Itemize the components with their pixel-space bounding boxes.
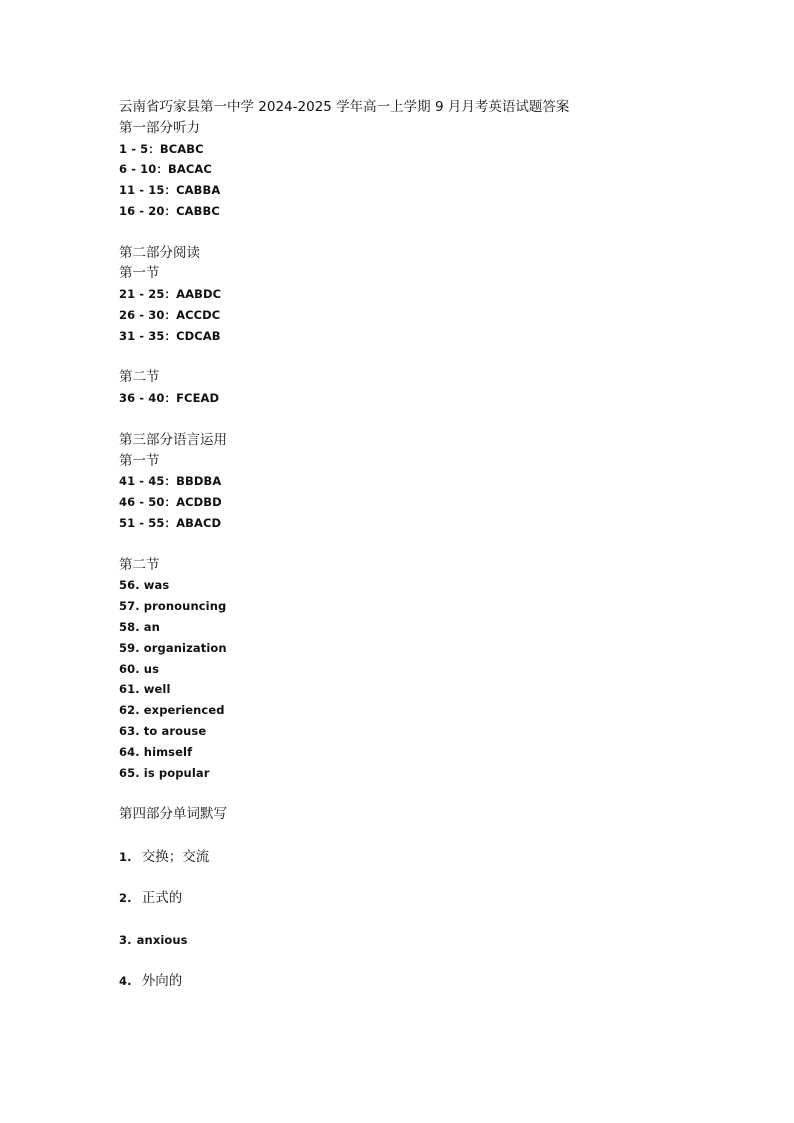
answer-row: 64. himself — [119, 744, 193, 759]
spacer — [119, 783, 759, 804]
answer-row: 51 - 55：ABACD — [119, 515, 222, 530]
answer-row: 1 - 5：BCABC — [119, 141, 204, 156]
part2-heading: 第二部分阅读 — [119, 244, 200, 261]
spacer — [119, 908, 759, 929]
spacer — [119, 534, 759, 555]
part1-heading: 第一部分听力 — [119, 119, 200, 136]
answer-row: 56. was — [119, 578, 170, 593]
answer-sheet — [119, 97, 759, 991]
spacer — [119, 409, 759, 430]
answer-row: 26 - 30：ACCDC — [119, 307, 221, 322]
word-item-number: 2. — [119, 891, 132, 906]
answer-row: 41 - 45：BBDBA — [119, 474, 222, 489]
answer-row: 31 - 35：CDCAB — [119, 328, 221, 343]
part3-section1-heading: 第一节 — [119, 452, 160, 469]
word-item — [119, 929, 759, 950]
answer-row: 46 - 50：ACDBD — [119, 495, 222, 510]
part2-section1-heading: 第一节 — [119, 265, 160, 282]
word-item-number: 4. — [119, 974, 132, 989]
answer-row: 63. to arouse — [119, 723, 207, 738]
answer-row: 59. organization — [119, 640, 227, 655]
word-item — [119, 970, 759, 991]
word-item — [119, 887, 759, 908]
spacer — [119, 347, 759, 368]
answer-row: 11 - 15：CABBA — [119, 183, 221, 198]
document-title: 云南省巧家县第一中学 2024-2025 学年高一上学期 9 月月考英语试题答案 — [119, 99, 570, 115]
part2-section2-heading: 第二节 — [119, 369, 160, 386]
part3-heading: 第三部分语言运用 — [119, 431, 227, 448]
part3-section2-heading: 第二节 — [119, 556, 160, 573]
answer-row: 36 - 40：FCEAD — [119, 391, 220, 406]
word-item-number: 3. — [119, 932, 132, 947]
answer-row: 60. us — [119, 661, 160, 676]
answer-row: 58. an — [119, 619, 160, 634]
answer-row: 57. pronouncing — [119, 599, 227, 614]
word-item-text: anxious — [136, 932, 188, 947]
word-item-number: 1. — [119, 849, 132, 864]
word-item-text: 正式的 — [141, 890, 183, 907]
part4-heading: 第四部分单词默写 — [119, 806, 227, 823]
answer-row: 65. is popular — [119, 765, 210, 780]
word-item-text: 外向的 — [141, 973, 183, 990]
spacer — [119, 222, 759, 243]
answer-row: 21 - 25：AABDC — [119, 287, 222, 302]
word-item-text: 交换；交流 — [141, 848, 210, 865]
spacer — [119, 950, 759, 971]
spacer — [119, 825, 759, 846]
answer-row: 6 - 10：BACAC — [119, 162, 212, 177]
word-item — [119, 846, 759, 867]
answer-row: 61. well — [119, 682, 171, 697]
answer-row: 16 - 20：CABBC — [119, 203, 220, 218]
answer-row: 62. experienced — [119, 703, 225, 718]
spacer — [119, 866, 759, 887]
